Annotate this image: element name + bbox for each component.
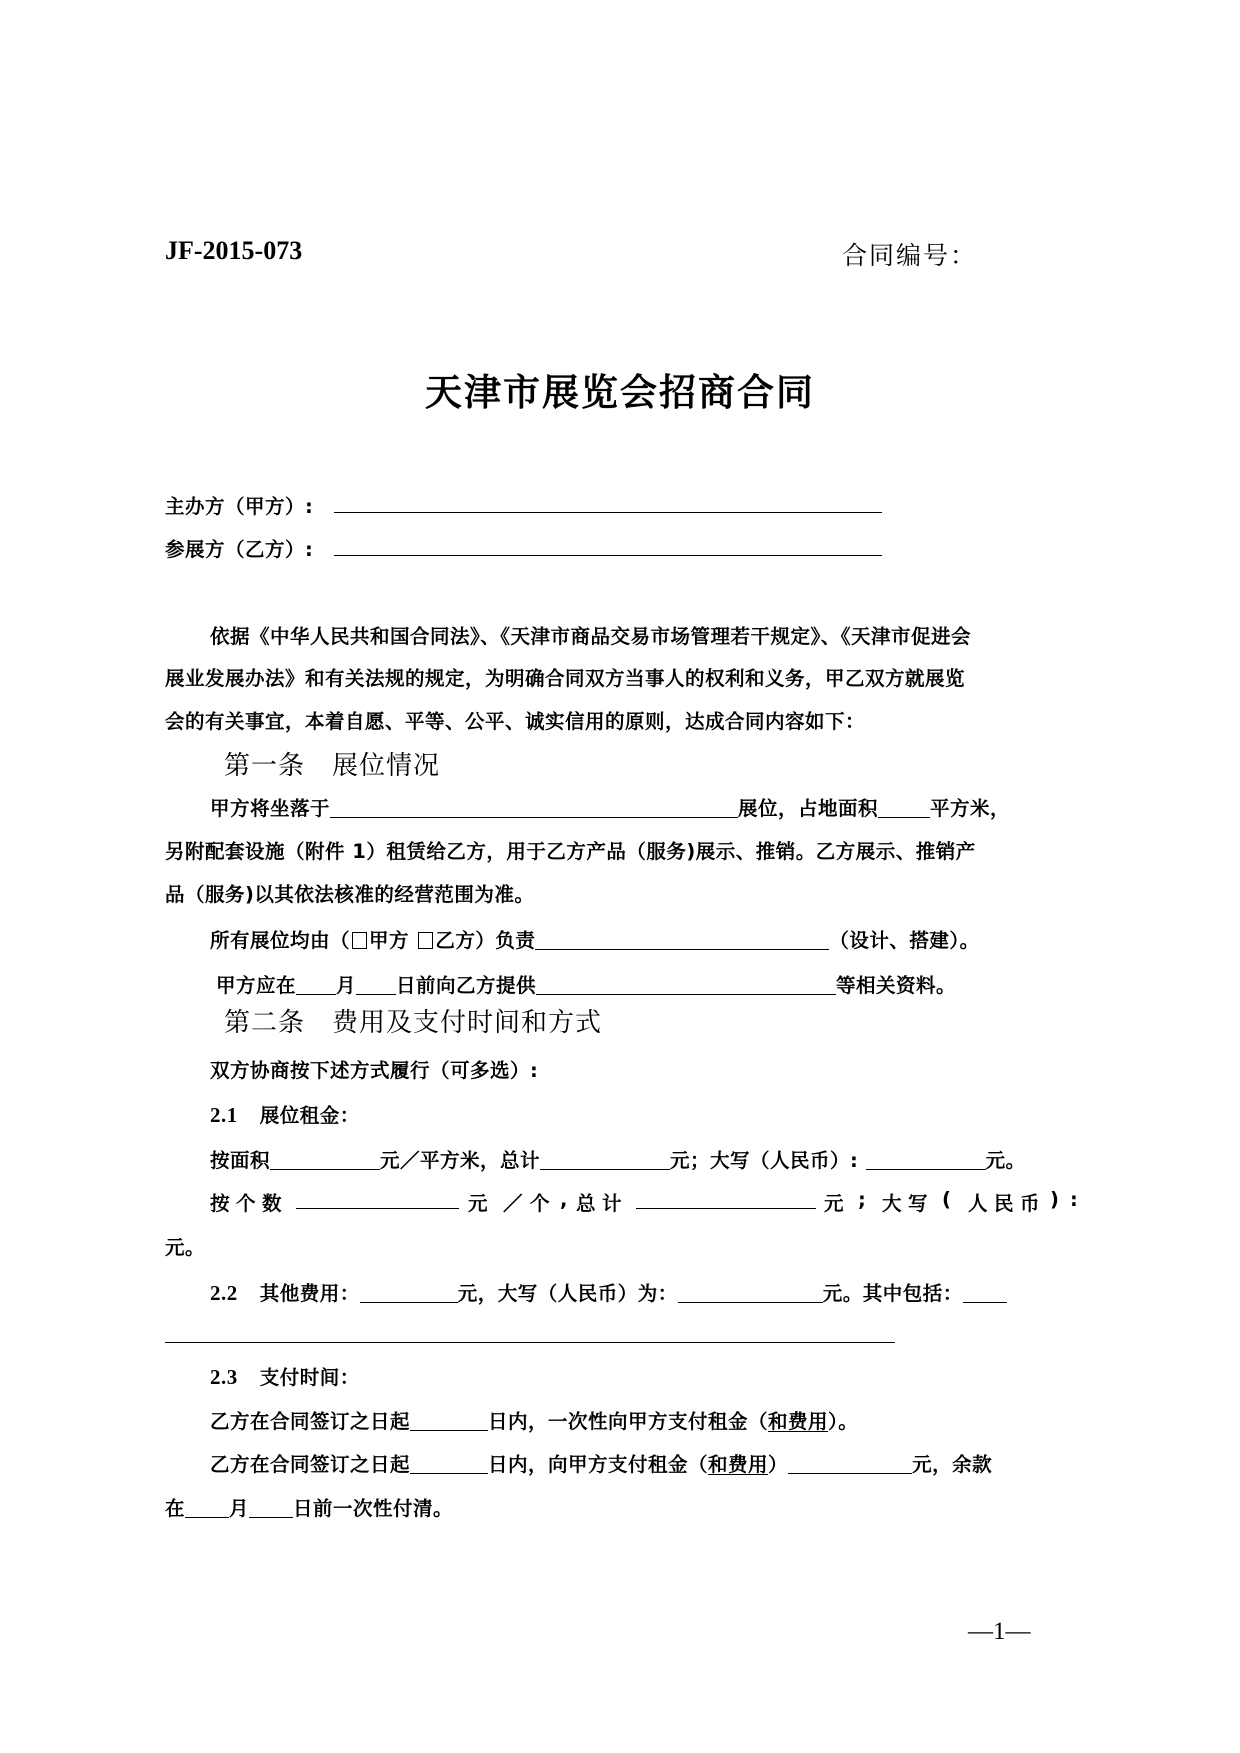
- section-number: 2.1: [210, 1103, 238, 1127]
- month-field[interactable]: [185, 1497, 229, 1518]
- party-a-field[interactable]: [334, 512, 882, 513]
- payment-option-1: [210, 1406, 858, 1434]
- text: 平方米，: [930, 797, 1011, 820]
- article-1-paragraph-4: [210, 925, 980, 953]
- fees-include-continuation-field[interactable]: [165, 1342, 895, 1343]
- article-1-paragraph-2: 另附配套设施（附件 1）租赁给乙方，用于乙方产品（服务)展示、推销。乙方展示、推销产: [165, 840, 976, 863]
- text: 乙方在合同签订之日起: [210, 1410, 411, 1433]
- text: 其他费用：: [259, 1282, 360, 1305]
- text: 甲方将坐落于: [210, 797, 331, 820]
- day-field[interactable]: [356, 974, 396, 995]
- text: 个: [530, 1192, 551, 1215]
- text: 大: [882, 1192, 903, 1215]
- text: ／: [503, 1192, 524, 1215]
- text: 和费用: [708, 1453, 769, 1476]
- text: 和费用: [768, 1410, 829, 1433]
- text: 元；大写（人民币）:: [670, 1149, 859, 1172]
- text: 日前一次性付清。: [293, 1497, 454, 1520]
- materials-field[interactable]: [536, 974, 836, 995]
- text: 月: [336, 974, 357, 997]
- page-title: 天津市展览会招商合同: [425, 371, 815, 414]
- text: 所有展位均由（: [210, 929, 351, 952]
- fees-include-field[interactable]: [963, 1282, 1007, 1303]
- text: 元／平方米，总计: [380, 1149, 541, 1172]
- preamble-line-3: 会的有关事宜，本着自愿、平等、公平、诚实信用的原则，达成合同内容如下：: [165, 710, 866, 733]
- rent-by-area-line: [210, 1145, 1026, 1173]
- other-fees-words-field[interactable]: [678, 1282, 823, 1303]
- booth-location-field[interactable]: [330, 797, 738, 818]
- text: 等相关资料。: [836, 974, 957, 997]
- area-total-field[interactable]: [540, 1149, 670, 1170]
- article-2-heading: 第二条 费用及支付时间和方式: [224, 1008, 603, 1038]
- article-1-paragraph-5: [216, 970, 956, 998]
- article-1-paragraph-1: [210, 793, 1010, 821]
- text: 总: [576, 1192, 597, 1215]
- section-2-3-heading: [210, 1362, 360, 1390]
- text: ): [1050, 1188, 1060, 1211]
- payment-option-2: [210, 1449, 992, 1477]
- text: 日前向乙方提供: [396, 974, 537, 997]
- text: 月: [229, 1497, 250, 1520]
- design-build-field[interactable]: [535, 929, 829, 950]
- text: 个: [236, 1192, 257, 1215]
- section-2-1-heading: [210, 1100, 360, 1128]
- text: 支付时间：: [259, 1366, 360, 1389]
- count-total-field[interactable]: [636, 1188, 816, 1209]
- party-b-label: 参展方（乙方）:: [165, 538, 314, 561]
- text: (: [942, 1188, 952, 1211]
- text: 日内，一次性向甲方支付租金（: [488, 1410, 769, 1433]
- text: ）: [768, 1453, 789, 1476]
- party-a-label: 主办方（甲方）:: [165, 495, 314, 518]
- contract-number-label: 合同编号：: [842, 241, 978, 270]
- preamble-line-1: 依据《中华人民共和国合同法》、《天津市商品交易市场管理若干规定》、《天津市促进会: [210, 625, 972, 648]
- text: 甲方应在: [216, 974, 297, 997]
- other-fees-field[interactable]: [360, 1282, 458, 1303]
- text: 数: [262, 1192, 283, 1215]
- rent-by-count-line-end: 元。: [165, 1236, 206, 1259]
- text: 展位，占地面积: [738, 797, 879, 820]
- article-2-intro: 双方协商按下述方式履行（可多选）:: [210, 1059, 539, 1082]
- area-total-words-field[interactable]: [866, 1149, 986, 1170]
- price-per-sqm-field[interactable]: [270, 1149, 380, 1170]
- text: （设计、搭建）。: [829, 929, 980, 952]
- checkbox-party-a[interactable]: [352, 932, 367, 949]
- text: 元。其中包括：: [822, 1282, 963, 1305]
- text: 乙方在合同签订之日起: [210, 1453, 411, 1476]
- article-1-heading: 第一条 展位情况: [224, 751, 441, 781]
- text: 乙方）负责: [435, 929, 536, 952]
- section-number: 2.3: [210, 1365, 238, 1389]
- text: 在: [165, 1497, 186, 1520]
- deposit-amount-field[interactable]: [788, 1453, 912, 1474]
- days-field[interactable]: [410, 1453, 488, 1474]
- text: ）。: [828, 1410, 859, 1433]
- text: :: [1070, 1188, 1079, 1211]
- text: 按面积: [210, 1149, 271, 1172]
- text: ,: [560, 1188, 568, 1211]
- rent-by-count-line: [210, 1188, 1082, 1218]
- party-b-field[interactable]: [334, 555, 882, 556]
- preamble-line-2: 展业发展办法》和有关法规的规定，为明确合同双方当事人的权利和义务，甲乙双方就展览: [165, 667, 966, 690]
- price-per-unit-field[interactable]: [296, 1188, 459, 1209]
- payment-option-2-continuation: [165, 1493, 453, 1521]
- document-code: JF-2015-073: [165, 236, 303, 265]
- page-number: —1—: [968, 1618, 1031, 1645]
- text: 元: [824, 1192, 845, 1215]
- article-1-paragraph-3: 品（服务)以其依法核准的经营范围为准。: [165, 883, 535, 906]
- text: 写: [908, 1192, 929, 1215]
- text: 人: [968, 1192, 989, 1215]
- day-field[interactable]: [249, 1497, 293, 1518]
- text: 币: [1020, 1192, 1041, 1215]
- checkbox-party-b[interactable]: [418, 932, 433, 949]
- section-2-2-line: [210, 1278, 1007, 1306]
- area-field[interactable]: [878, 797, 930, 818]
- text: 计: [602, 1192, 623, 1215]
- days-field[interactable]: [410, 1410, 488, 1431]
- text: 元，余款: [912, 1453, 993, 1476]
- text: 民: [994, 1192, 1015, 1215]
- text: 日内，向甲方支付租金（: [488, 1453, 709, 1476]
- text: 元，大写（人民币）为：: [457, 1282, 678, 1305]
- section-number: 2.2: [210, 1281, 238, 1305]
- text: 按: [210, 1192, 231, 1215]
- text: 元: [468, 1192, 489, 1215]
- text: 展位租金：: [259, 1104, 360, 1127]
- text: ;: [858, 1188, 867, 1211]
- text: 甲方: [369, 929, 410, 952]
- text: 元。: [985, 1149, 1026, 1172]
- month-field[interactable]: [296, 974, 336, 995]
